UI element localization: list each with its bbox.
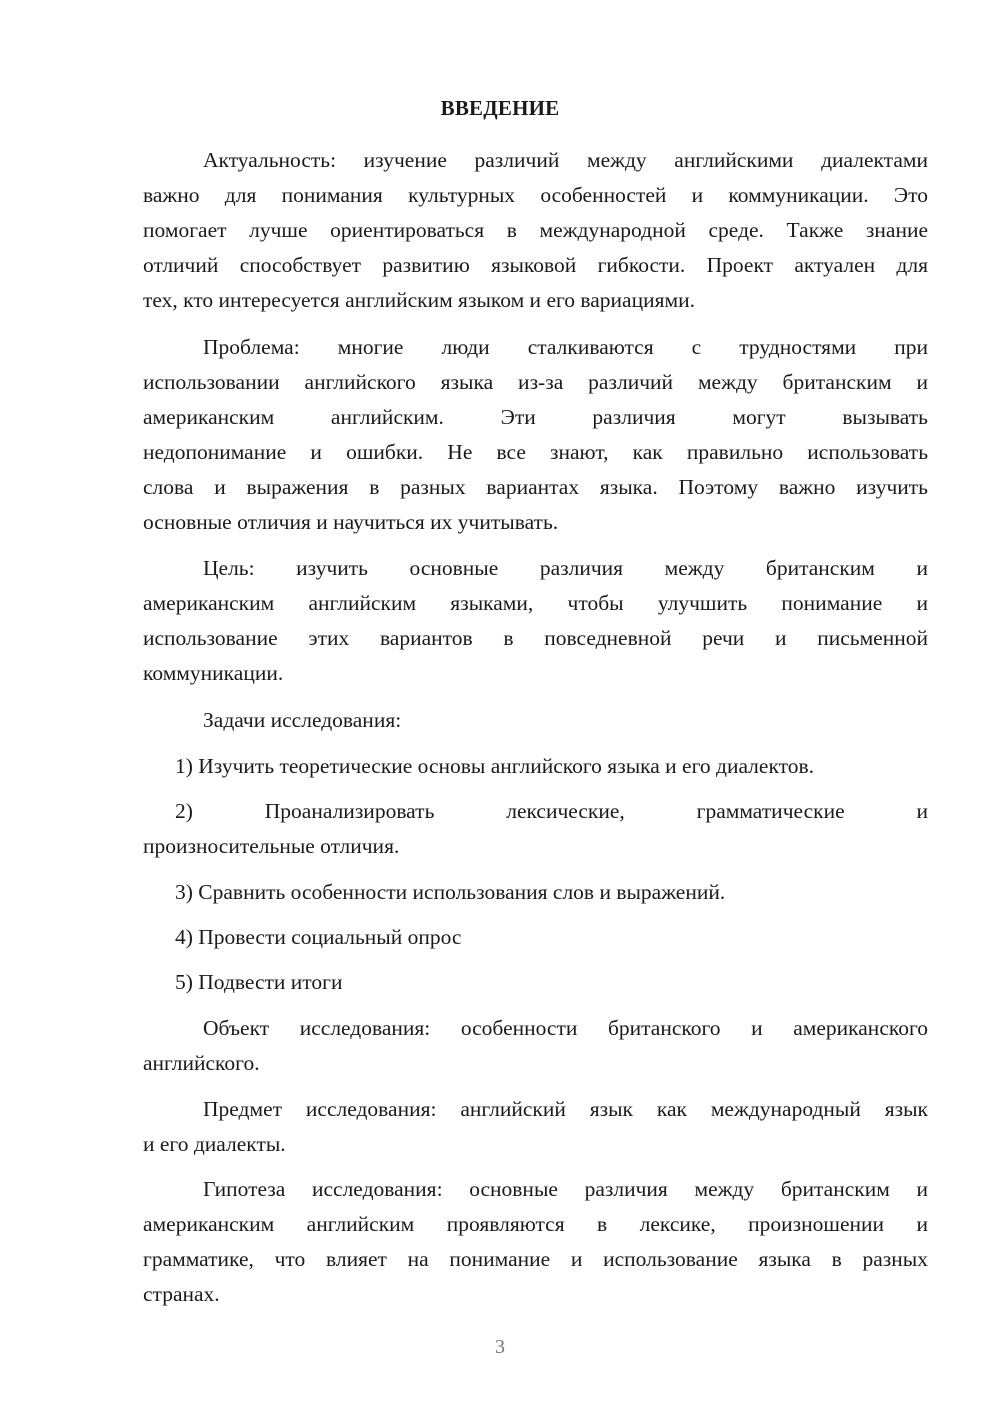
paragraph-goal-line: использование этих вариантов в повседневной речи и письменной — [143, 626, 928, 650]
paragraph-relevance-line: Актуальность: изучение различий между английскими диалектами — [203, 148, 928, 172]
task-item: 1) Изучить теоретические основы английского языка и его диалектов. — [175, 754, 815, 778]
paragraph-problem-line: использовании английского языка из-за различий между британским и — [143, 370, 928, 394]
paragraph-goal-line: Цель: изучить основные различия между британским и — [203, 556, 928, 580]
paragraph-problem-line: Проблема: многие люди сталкиваются с трудностями при — [203, 335, 928, 359]
task-item: 3) Сравнить особенности использования слов и выражений. — [175, 880, 726, 904]
paragraph-object-line: английского. — [143, 1051, 260, 1075]
section-title: ВВЕДЕНИЕ — [440, 96, 560, 120]
paragraph-problem-line: основные отличия и научиться их учитывать. — [143, 510, 559, 534]
paragraph-problem-line: американским английским. Эти различия могут вызывать — [143, 405, 928, 429]
paragraph-goal-line: коммуникации. — [143, 661, 284, 685]
paragraph-problem-line: недопонимание и ошибки. Не все знают, как правильно использовать — [143, 440, 928, 464]
paragraph-relevance-line: важно для понимания культурных особенностей и коммуникации. Это — [143, 183, 928, 207]
paragraph-hypothesis-line: грамматике, что влияет на понимание и использование языка в разных — [143, 1247, 928, 1271]
page-number: 3 — [495, 1336, 505, 1358]
paragraph-hypothesis-line: странах. — [143, 1282, 220, 1306]
tasks-heading: Задачи исследования: — [203, 708, 402, 732]
paragraph-relevance-line: помогает лучше ориентироваться в международной среде. Также знание — [143, 218, 928, 242]
paragraph-object-line: Объект исследования: особенности британского и американского — [203, 1016, 928, 1040]
paragraph-hypothesis-line: Гипотеза исследования: основные различия между британским и — [203, 1177, 928, 1201]
paragraph-goal-line: американским английским языками, чтобы улучшить понимание и — [143, 591, 928, 615]
task-item: 4) Провести социальный опрос — [175, 925, 462, 949]
paragraph-hypothesis-line: американским английским проявляются в лексике, произношении и — [143, 1212, 928, 1236]
task-item: 5) Подвести итоги — [175, 970, 343, 994]
task-item-continuation: произносительные отличия. — [143, 834, 400, 858]
task-item: 2) Проанализировать лексические, грамматические и — [175, 799, 928, 823]
paragraph-problem-line: слова и выражения в разных вариантах языка. Поэтому важно изучить — [143, 475, 928, 499]
paragraph-subject-line: и его диалекты. — [143, 1132, 286, 1156]
paragraph-subject-line: Предмет исследования: английский язык как международный язык — [203, 1097, 928, 1121]
paragraph-relevance-line: отличий способствует развитию языковой гибкости. Проект актуален для — [143, 253, 928, 277]
paragraph-relevance-line: тех, кто интересуется английским языком и его вариациями. — [143, 288, 695, 312]
